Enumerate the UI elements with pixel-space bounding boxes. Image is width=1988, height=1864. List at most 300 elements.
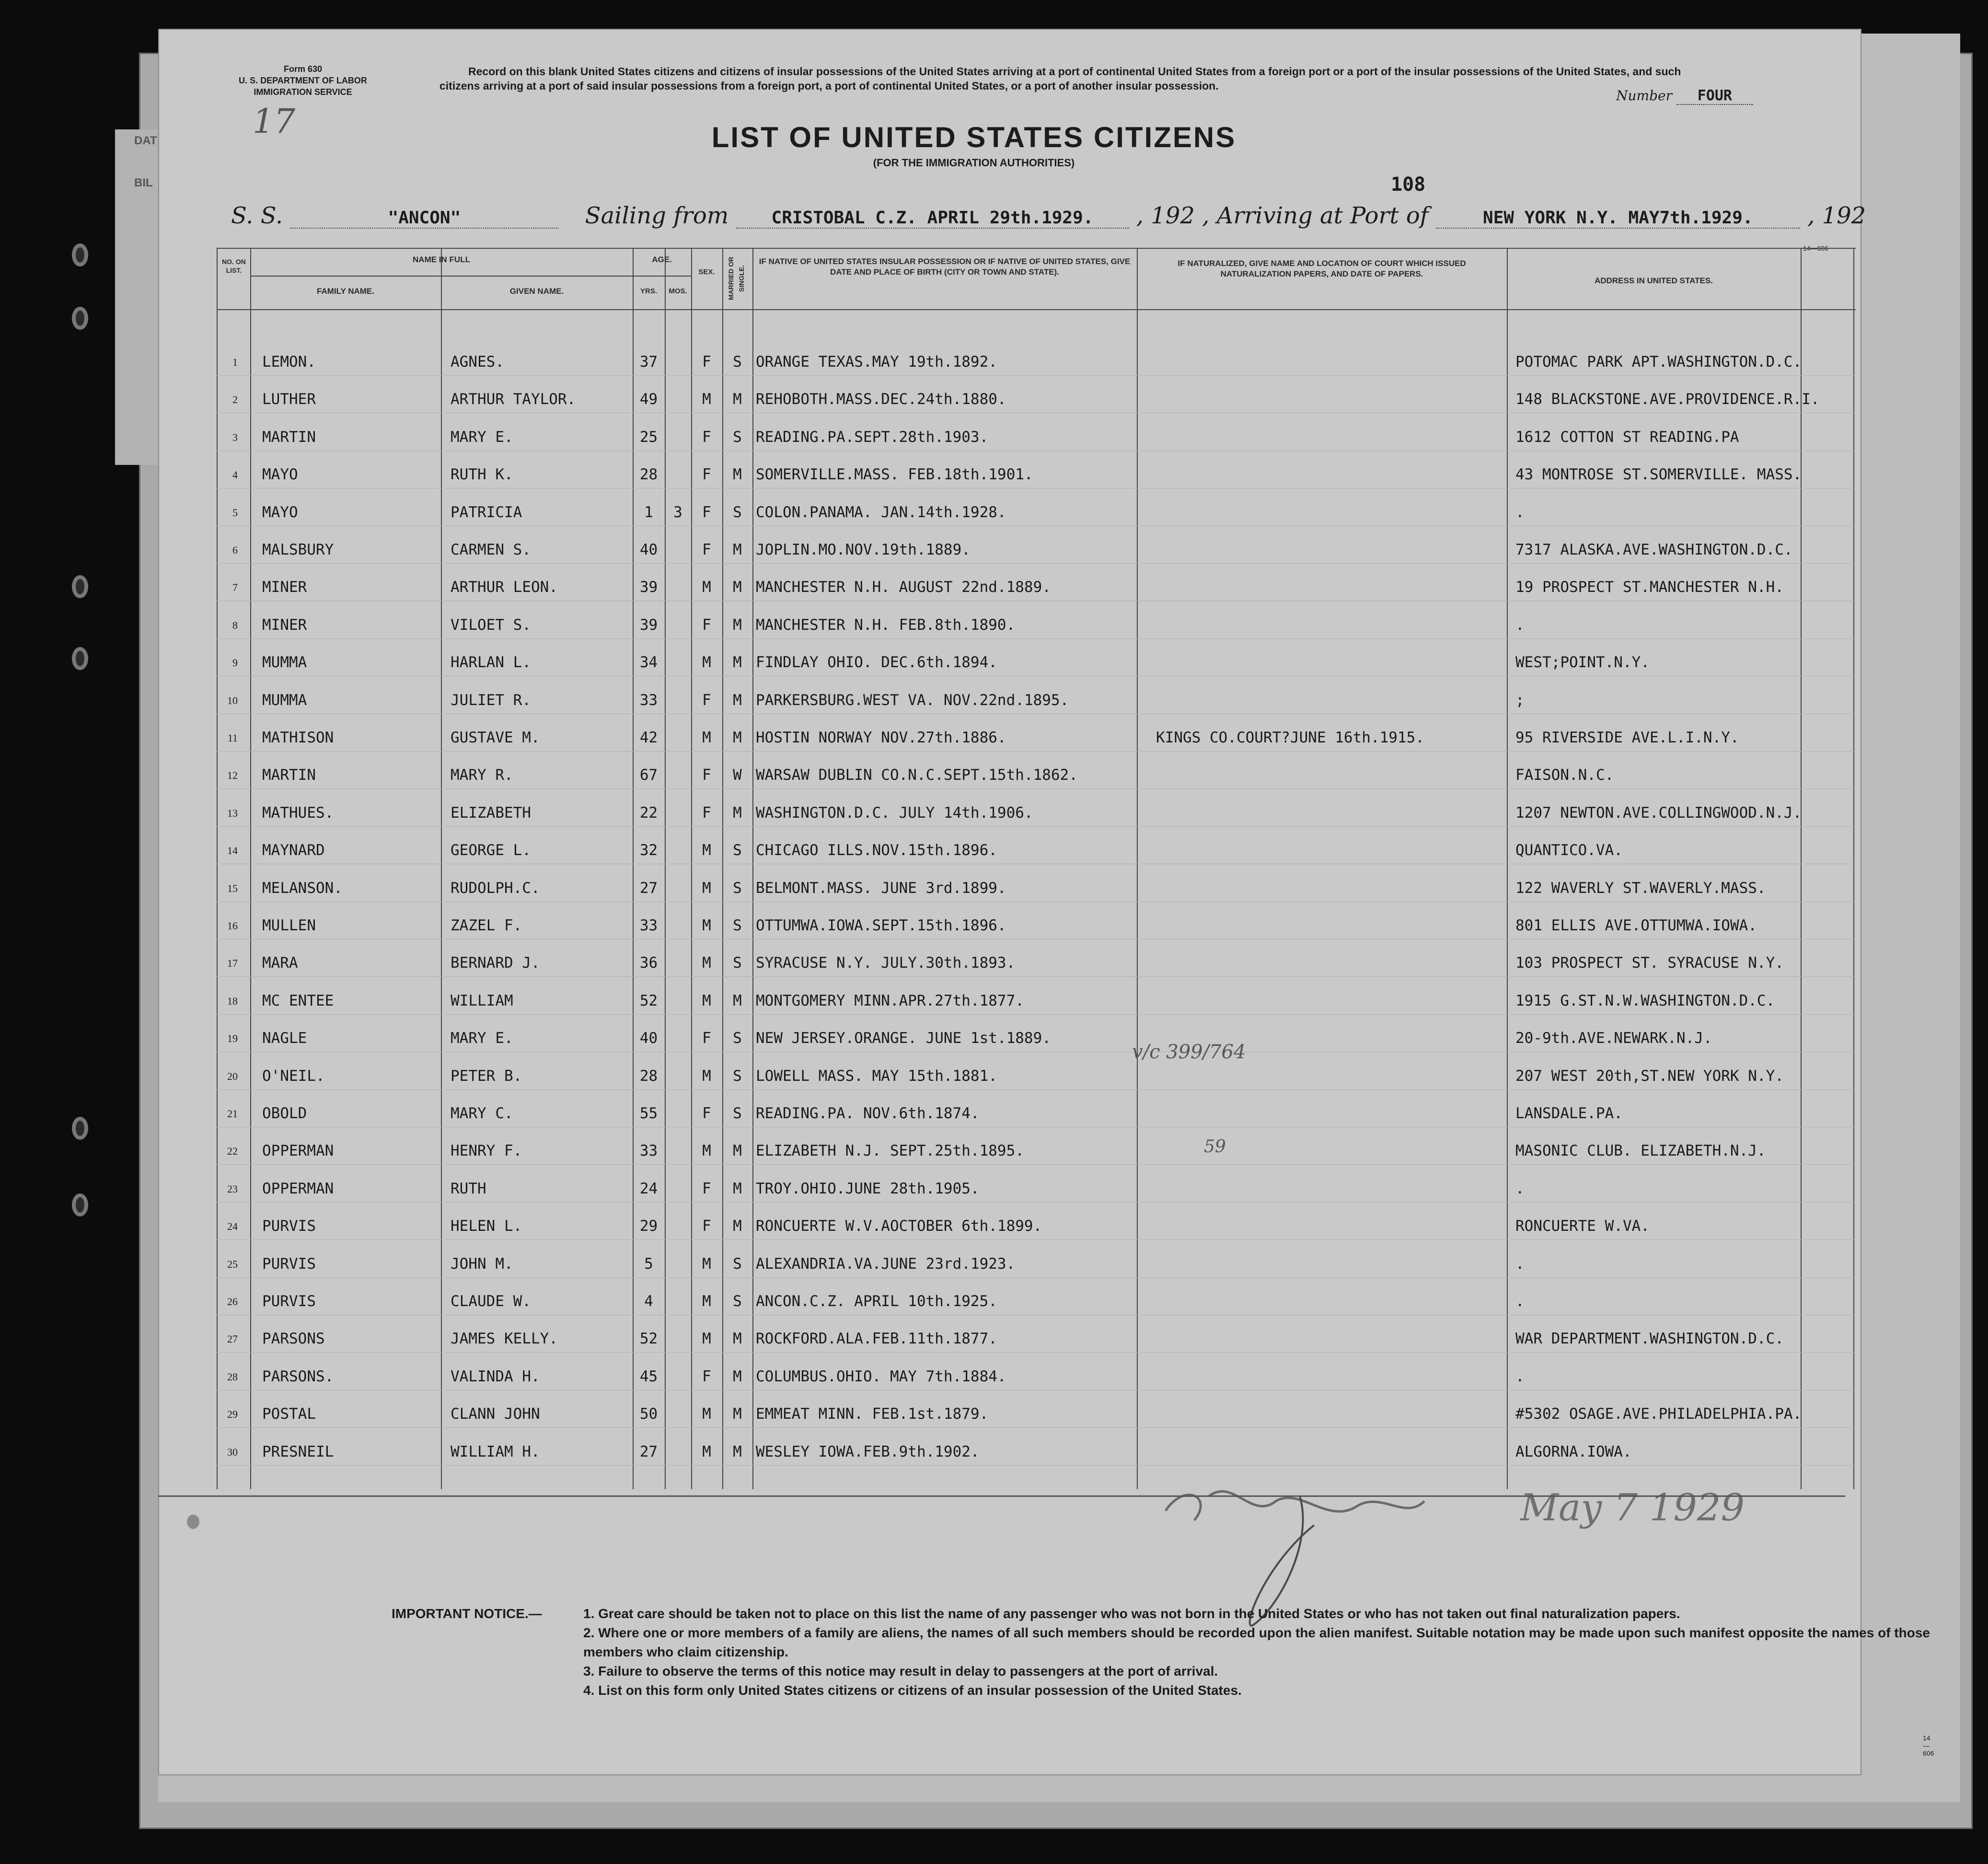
- cell-address: .: [1515, 503, 1525, 521]
- cell-family: LEMON.: [262, 353, 316, 370]
- row-guide: [217, 1427, 1856, 1428]
- cell-given: PATRICIA: [451, 503, 522, 521]
- stamped-page-number: 108: [1391, 174, 1426, 196]
- cell-family: OBOLD: [262, 1105, 307, 1122]
- cell-birth: ROCKFORD.ALA.FEB.11th.1877.: [756, 1330, 997, 1348]
- cell-family: MAYO: [262, 503, 298, 521]
- cell-birth: READING.PA. NOV.6th.1874.: [756, 1105, 980, 1122]
- bottom-rule: [158, 1495, 1845, 1497]
- binder-hole: [72, 575, 88, 598]
- cell-mos: 3: [673, 503, 682, 521]
- cell-given: MARY E.: [451, 1030, 513, 1047]
- cell-no: 19: [227, 1032, 238, 1045]
- cell-no: 16: [227, 920, 238, 932]
- edge-tag: [115, 129, 158, 465]
- row-guide: [217, 1014, 1856, 1015]
- cell-marital: S: [733, 1255, 742, 1273]
- form-number: Form 630: [283, 64, 323, 74]
- cell-family: MAYNARD: [262, 842, 325, 859]
- cell-no: 27: [227, 1333, 238, 1345]
- cell-address: ;: [1515, 691, 1525, 709]
- cell-family: MELANSON.: [262, 879, 343, 897]
- number-label: Number: [1616, 88, 1672, 104]
- cell-yrs: 40: [639, 541, 658, 558]
- col-header-birth: IF NATIVE OF UNITED STATES INSULAR POSSESSION OR IF NATIVE OF UNITED STATES, GIVE DATE AND PLACE OF BIRTH (CITY OR TOWN AND STATE).: [759, 257, 1131, 277]
- cell-family: MULLEN: [262, 917, 316, 934]
- col-rule: [441, 248, 442, 1489]
- binder-hole: [72, 243, 88, 266]
- cell-no: 4: [232, 469, 238, 481]
- cell-marital: M: [733, 466, 742, 484]
- cell-address: WAR DEPARTMENT.WASHINGTON.D.C.: [1515, 1330, 1784, 1348]
- cell-address: LANSDALE.PA.: [1515, 1105, 1623, 1122]
- col-header-given: GIVEN NAME.: [509, 287, 564, 296]
- cell-given: AGNES.: [451, 353, 504, 370]
- cell-marital: M: [733, 804, 742, 822]
- cell-address: 43 MONTROSE ST.SOMERVILLE. MASS.: [1515, 466, 1802, 484]
- cell-naturalized: KINGS CO.COURT?JUNE 16th.1915.: [1156, 729, 1424, 746]
- cell-address: QUANTICO.VA.: [1515, 842, 1623, 859]
- sailing-label: Sailing from: [585, 202, 729, 229]
- cell-no: 29: [227, 1408, 238, 1421]
- cell-marital: M: [733, 541, 742, 558]
- cell-family: PRESNEIL: [262, 1443, 334, 1460]
- cell-given: HARLAN L.: [451, 654, 531, 672]
- cell-address: 7317 ALASKA.AVE.WASHINGTON.D.C.: [1515, 541, 1793, 558]
- cell-address: .: [1515, 1293, 1525, 1310]
- cell-sex: M: [702, 879, 711, 897]
- cell-given: CLAUDE W.: [451, 1293, 531, 1310]
- cell-family: POSTAL: [262, 1405, 316, 1423]
- cell-address: 207 WEST 20th,ST.NEW YORK N.Y.: [1515, 1067, 1784, 1085]
- cell-no: 23: [227, 1182, 238, 1195]
- cell-marital: S: [733, 954, 742, 972]
- cell-yrs: 25: [639, 428, 658, 446]
- cell-address: 122 WAVERLY ST.WAVERLY.MASS.: [1515, 879, 1766, 897]
- cell-birth: MONTGOMERY MINN.APR.27th.1877.: [756, 992, 1024, 1009]
- form-number-block: [217, 63, 389, 98]
- cell-family: OPPERMAN: [262, 1180, 334, 1197]
- cell-sex: F: [702, 428, 711, 446]
- cell-family: MC ENTEE: [262, 992, 334, 1009]
- cell-marital: M: [733, 1180, 742, 1197]
- col-header-age: AGE.: [652, 255, 672, 264]
- cell-marital: S: [733, 428, 742, 446]
- ship-name: "ANCON": [290, 208, 558, 229]
- cell-sex: F: [702, 466, 711, 484]
- manifest-page: [158, 29, 1934, 1775]
- cell-no: 22: [227, 1145, 238, 1158]
- cell-address: 148 BLACKSTONE.AVE.PROVIDENCE.R.I.: [1515, 391, 1820, 408]
- cell-yrs: 33: [639, 691, 658, 709]
- sailing-value: CRISTOBAL C.Z. APRIL 29th.1929.: [736, 208, 1129, 229]
- cell-given: JULIET R.: [451, 691, 531, 709]
- col-rule: [1801, 248, 1802, 1489]
- cell-sex: F: [702, 353, 711, 370]
- cell-no: 2: [232, 394, 238, 406]
- cell-birth: HOSTIN NORWAY NOV.27th.1886.: [756, 729, 1006, 746]
- cell-no: 30: [227, 1446, 238, 1458]
- cell-marital: M: [733, 1405, 742, 1423]
- cell-given: CLANN JOHN: [451, 1405, 540, 1423]
- form-code-bottom: 14—606: [1923, 1734, 1934, 1757]
- col-header-naturalized: IF NATURALIZED, GIVE NAME AND LOCATION OF COURT WHICH ISSUED NATURALIZATION PAPERS, AND DATE OF PAPERS.: [1178, 259, 1466, 278]
- cell-family: MUMMA: [262, 691, 307, 709]
- col-header-mos: MOS.: [669, 287, 687, 295]
- cell-no: 28: [227, 1370, 238, 1383]
- cell-birth: SOMERVILLE.MASS. FEB.18th.1901.: [756, 466, 1033, 484]
- cell-marital: M: [733, 691, 742, 709]
- cell-yrs: 27: [639, 1443, 658, 1460]
- row-guide: [217, 1164, 1856, 1165]
- cell-address: 19 PROSPECT ST.MANCHESTER N.H.: [1515, 579, 1784, 596]
- cell-marital: S: [733, 353, 742, 370]
- cell-family: MAYO: [262, 466, 298, 484]
- notice-item-1: 1. Great care should be taken not to place on this list the name of any passenger who was not born in the United States or who has not taken out final naturalization papers.: [583, 1606, 1680, 1621]
- col-rule: [1853, 248, 1854, 1489]
- intro-text: Record on this blank United States citizens and citizens of insular possessions of the United States arriving at a port of continental United States from a foreign port or a port of the insular possessions of the United States, and such citizens arriving at a port of said insular possessions from a foreign port, a port of continental United States, or a port of another insular possession.: [439, 65, 1681, 92]
- cell-yrs: 34: [639, 654, 658, 672]
- cell-birth: REHOBOTH.MASS.DEC.24th.1880.: [756, 391, 1006, 408]
- page-subtitle: (FOR THE IMMIGRATION AUTHORITIES): [873, 157, 1075, 169]
- arriving-label: , Arriving at Port of: [1202, 202, 1429, 229]
- row-guide: [217, 563, 1856, 564]
- cell-given: ARTHUR LEON.: [451, 579, 558, 596]
- cell-sex: F: [702, 1367, 711, 1385]
- cell-yrs: 40: [639, 1030, 658, 1047]
- col-header-married: MARRIED OR SINGLE.: [727, 256, 745, 301]
- cell-given: RUDOLPH.C.: [451, 879, 540, 897]
- cell-given: HENRY F.: [451, 1142, 522, 1160]
- cell-family: MINER: [262, 616, 307, 634]
- notice-item-4: 4. List on this form only United States citizens or citizens of an insular possession of the United States.: [583, 1683, 1242, 1698]
- cell-sex: M: [702, 1443, 711, 1460]
- cell-address: 801 ELLIS AVE.OTTUMWA.IOWA.: [1515, 917, 1757, 934]
- punch-hole: [187, 1515, 199, 1529]
- cell-given: GEORGE L.: [451, 842, 531, 859]
- cell-marital: M: [733, 1443, 742, 1460]
- cell-marital: S: [733, 917, 742, 934]
- cell-no: 20: [227, 1070, 238, 1082]
- subheader-rule-age: [633, 276, 691, 277]
- cell-family: MINER: [262, 579, 307, 596]
- cell-no: 8: [232, 619, 238, 631]
- cell-birth: LOWELL MASS. MAY 15th.1881.: [756, 1067, 997, 1085]
- cell-marital: M: [733, 729, 742, 746]
- cell-no: 9: [232, 657, 238, 669]
- cell-no: 17: [227, 957, 238, 970]
- cell-marital: S: [733, 1067, 742, 1085]
- cell-no: 3: [232, 431, 238, 443]
- cell-birth: OTTUMWA.IOWA.SEPT.15th.1896.: [756, 917, 1006, 934]
- cell-marital: S: [733, 503, 742, 521]
- binder-hole: [72, 307, 88, 330]
- cell-family: O'NEIL.: [262, 1067, 325, 1085]
- cell-yrs: 50: [639, 1405, 658, 1423]
- notice-item-3: 3. Failure to observe the terms of this notice may result in delay to passengers at the port of arrival.: [583, 1664, 1218, 1679]
- cell-marital: M: [733, 654, 742, 672]
- cell-yrs: 29: [639, 1217, 658, 1235]
- cell-address: RONCUERTE W.VA.: [1515, 1217, 1650, 1235]
- cell-given: HELEN L.: [451, 1217, 522, 1235]
- cell-given: CARMEN S.: [451, 541, 531, 558]
- cell-no: 13: [227, 807, 238, 819]
- cell-no: 6: [232, 544, 238, 556]
- cell-no: 15: [227, 882, 238, 894]
- edge-tag-text-1: DAT: [134, 134, 157, 147]
- row-guide: [217, 1352, 1856, 1353]
- cell-birth: RONCUERTE W.V.AOCTOBER 6th.1899.: [756, 1217, 1042, 1235]
- cell-birth: TROY.OHIO.JUNE 28th.1905.: [756, 1180, 980, 1197]
- row-guide: [217, 1465, 1856, 1466]
- cell-sex: M: [702, 729, 711, 746]
- table-top-rule: [217, 248, 1856, 249]
- col-header-no: NO. ON LIST.: [222, 258, 246, 274]
- cell-sex: F: [702, 503, 711, 521]
- cell-sex: M: [702, 954, 711, 972]
- cell-given: VILOET S.: [451, 616, 531, 634]
- cell-marital: W: [733, 766, 742, 784]
- cell-yrs: 37: [639, 353, 658, 370]
- cell-family: NAGLE: [262, 1030, 307, 1047]
- cell-address: WEST;POINT.N.Y.: [1515, 654, 1650, 672]
- cell-yrs: 27: [639, 879, 658, 897]
- cell-given: ELIZABETH: [451, 804, 531, 822]
- cell-birth: EMMEAT MINN. FEB.1st.1879.: [756, 1405, 989, 1423]
- cell-no: 11: [227, 732, 238, 744]
- cell-sex: F: [702, 691, 711, 709]
- row-guide: [217, 788, 1856, 789]
- cell-address: POTOMAC PARK APT.WASHINGTON.D.C.: [1515, 353, 1802, 370]
- cell-family: MUMMA: [262, 654, 307, 672]
- cell-family: MARA: [262, 954, 298, 972]
- cell-family: OPPERMAN: [262, 1142, 334, 1160]
- binder-hole: [72, 1193, 88, 1216]
- row-guide: [217, 976, 1856, 977]
- cell-marital: M: [733, 992, 742, 1009]
- cell-sex: F: [702, 1105, 711, 1122]
- cell-yrs: 39: [639, 579, 658, 596]
- cell-birth: JOPLIN.MO.NOV.19th.1889.: [756, 541, 971, 558]
- col-header-address: ADDRESS IN UNITED STATES.: [1595, 276, 1713, 285]
- notice-list: [583, 1604, 1973, 1700]
- cell-given: GUSTAVE M.: [451, 729, 540, 746]
- cell-address: 103 PROSPECT ST. SYRACUSE N.Y.: [1515, 954, 1784, 972]
- cell-family: MATHISON: [262, 729, 334, 746]
- cell-yrs: 55: [639, 1105, 658, 1122]
- col-header-family: FAMILY NAME.: [317, 287, 374, 296]
- row-guide: [217, 826, 1856, 827]
- cell-yrs: 28: [639, 1067, 658, 1085]
- cell-sex: M: [702, 391, 711, 408]
- cell-given: PETER B.: [451, 1067, 522, 1085]
- cell-family: PARSONS: [262, 1330, 325, 1348]
- cell-birth: MANCHESTER N.H. FEB.8th.1890.: [756, 616, 1016, 634]
- cell-sex: M: [702, 992, 711, 1009]
- cell-birth: CHICAGO ILLS.NOV.15th.1896.: [756, 842, 997, 859]
- page-title: LIST OF UNITED STATES CITIZENS: [711, 121, 1237, 153]
- cell-marital: S: [733, 842, 742, 859]
- cell-marital: M: [733, 1142, 742, 1160]
- cell-no: 25: [227, 1258, 238, 1270]
- cell-family: PURVIS: [262, 1217, 316, 1235]
- subheader-rule-names: [250, 276, 665, 277]
- signature-date: May 7 1929: [1520, 1486, 1745, 1529]
- cell-sex: M: [702, 1293, 711, 1310]
- row-guide: [217, 1239, 1856, 1240]
- cell-address: #5302 OSAGE.AVE.PHILADELPHIA.PA.: [1515, 1405, 1802, 1423]
- cell-sex: F: [702, 616, 711, 634]
- cell-address: .: [1515, 1367, 1525, 1385]
- cell-address: 1207 NEWTON.AVE.COLLINGWOOD.N.J.: [1515, 804, 1802, 822]
- cell-family: MARTIN: [262, 428, 316, 446]
- cell-family: MATHUES.: [262, 804, 334, 822]
- cell-no: 14: [227, 845, 238, 857]
- margin-mark: 17: [253, 102, 296, 141]
- cell-yrs: 22: [639, 804, 658, 822]
- cell-given: WILLIAM: [451, 992, 513, 1009]
- arriving-value: NEW YORK N.Y. MAY7th.1929.: [1436, 208, 1800, 229]
- cell-marital: S: [733, 1105, 742, 1122]
- cell-no: 10: [227, 694, 238, 706]
- cell-no: 12: [227, 769, 238, 782]
- cell-yrs: 42: [639, 729, 658, 746]
- cell-address: 95 RIVERSIDE AVE.L.I.N.Y.: [1515, 729, 1739, 746]
- cell-given: RUTH: [451, 1180, 486, 1197]
- col-header-sex: SEX.: [698, 268, 715, 276]
- cell-no: 26: [227, 1296, 238, 1308]
- cell-family: MALSBURY: [262, 541, 334, 558]
- cell-birth: COLUMBUS.OHIO. MAY 7th.1884.: [756, 1367, 1006, 1385]
- service: IMMIGRATION SERVICE: [254, 87, 352, 97]
- cell-address: 1612 COTTON ST READING.PA: [1515, 428, 1739, 446]
- cell-given: ZAZEL F.: [451, 917, 522, 934]
- cell-no: 18: [227, 995, 238, 1007]
- cell-no: 1: [232, 356, 238, 368]
- row20-handwritten-note: v/c 399/764: [1132, 1041, 1246, 1063]
- notice-item-2: 2. Where one or more members of a family are aliens, the names of all such members should be recorded upon the alien manifest. Suitable notation may be made upon such manifest opposite the names of those members who claim citizenship.: [583, 1625, 1930, 1659]
- notice-label: IMPORTANT NOTICE.—: [392, 1606, 542, 1621]
- cell-yrs: 4: [644, 1293, 653, 1310]
- cell-address: ALGORNA.IOWA.: [1515, 1443, 1632, 1460]
- ss-label: S. S.: [231, 202, 283, 229]
- binder-hole: [72, 647, 88, 670]
- cell-sex: F: [702, 766, 711, 784]
- cell-given: MARY E.: [451, 428, 513, 446]
- cell-yrs: 52: [639, 992, 658, 1009]
- table-header-rule: [217, 309, 1856, 310]
- row-guide: [217, 1277, 1856, 1278]
- cell-address: .: [1515, 1180, 1525, 1197]
- cell-yrs: 28: [639, 466, 658, 484]
- cell-marital: M: [733, 1367, 742, 1385]
- cell-sex: M: [702, 579, 711, 596]
- row-guide: [217, 1089, 1856, 1090]
- form-code-top: 14—606: [1803, 244, 1828, 252]
- number-field: [1616, 87, 1753, 105]
- cell-family: MARTIN: [262, 766, 316, 784]
- cell-birth: PARKERSBURG.WEST VA. NOV.22nd.1895.: [756, 691, 1069, 709]
- year-1: , 192: [1136, 202, 1195, 229]
- cell-marital: S: [733, 1293, 742, 1310]
- row-guide: [217, 375, 1856, 376]
- cell-yrs: 67: [639, 766, 658, 784]
- col-header-name: NAME IN FULL: [413, 255, 470, 264]
- cell-birth: ELIZABETH N.J. SEPT.25th.1895.: [756, 1142, 1024, 1160]
- row-guide: [217, 1202, 1856, 1203]
- cell-sex: M: [702, 1330, 711, 1348]
- cell-birth: ORANGE TEXAS.MAY 19th.1892.: [756, 353, 997, 370]
- cell-yrs: 5: [644, 1255, 653, 1273]
- cell-marital: S: [733, 879, 742, 897]
- cell-address: MASONIC CLUB. ELIZABETH.N.J.: [1515, 1142, 1766, 1160]
- cell-birth: ALEXANDRIA.VA.JUNE 23rd.1923.: [756, 1255, 1016, 1273]
- cell-yrs: 33: [639, 917, 658, 934]
- edge-tag-text-2: BIL: [134, 176, 153, 189]
- cell-birth: BELMONT.MASS. JUNE 3rd.1899.: [756, 879, 1006, 897]
- cell-given: WILLIAM H.: [451, 1443, 540, 1460]
- cell-no: 7: [232, 581, 238, 594]
- cell-no: 24: [227, 1220, 238, 1233]
- cell-yrs: 45: [639, 1367, 658, 1385]
- cell-yrs: 39: [639, 616, 658, 634]
- cell-sex: F: [702, 1217, 711, 1235]
- cell-given: JOHN M.: [451, 1255, 513, 1273]
- department: U. S. DEPARTMENT OF LABOR: [239, 76, 367, 85]
- cell-birth: MANCHESTER N.H. AUGUST 22nd.1889.: [756, 579, 1051, 596]
- cell-marital: M: [733, 616, 742, 634]
- cell-yrs: 49: [639, 391, 658, 408]
- cell-yrs: 52: [639, 1330, 658, 1348]
- cell-sex: F: [702, 1180, 711, 1197]
- cell-yrs: 24: [639, 1180, 658, 1197]
- cell-family: PARSONS.: [262, 1367, 334, 1385]
- col-rule: [1137, 248, 1138, 1489]
- cell-family: LUTHER: [262, 391, 316, 408]
- col-header-yrs: YRS.: [640, 287, 657, 295]
- col-rule: [250, 248, 251, 1489]
- voyage-line: [231, 202, 1866, 229]
- passenger-table: [217, 248, 1856, 1504]
- cell-marital: M: [733, 1217, 742, 1235]
- cell-sex: M: [702, 1255, 711, 1273]
- col-rule: [665, 248, 666, 1489]
- cell-birth: ANCON.C.Z. APRIL 10th.1925.: [756, 1293, 997, 1310]
- col-rule: [752, 248, 753, 1489]
- cell-sex: M: [702, 1405, 711, 1423]
- cell-family: PURVIS: [262, 1255, 316, 1273]
- cell-yrs: 1: [644, 503, 653, 521]
- cell-sex: M: [702, 917, 711, 934]
- cell-marital: M: [733, 1330, 742, 1348]
- cell-given: VALINDA H.: [451, 1367, 540, 1385]
- cell-given: MARY R.: [451, 766, 513, 784]
- cell-sex: F: [702, 541, 711, 558]
- cell-no: 5: [232, 506, 238, 519]
- row-guide: [217, 751, 1856, 752]
- cell-marital: S: [733, 1030, 742, 1047]
- cell-given: RUTH K.: [451, 466, 513, 484]
- cell-sex: F: [702, 1030, 711, 1047]
- binder-hole: [72, 1117, 88, 1140]
- cell-yrs: 33: [639, 1142, 658, 1160]
- cell-marital: M: [733, 579, 742, 596]
- cell-sex: M: [702, 1067, 711, 1085]
- cell-birth: FINDLAY OHIO. DEC.6th.1894.: [756, 654, 997, 672]
- row-guide: [217, 638, 1856, 639]
- cell-given: MARY C.: [451, 1105, 513, 1122]
- cell-given: ARTHUR TAYLOR.: [451, 391, 576, 408]
